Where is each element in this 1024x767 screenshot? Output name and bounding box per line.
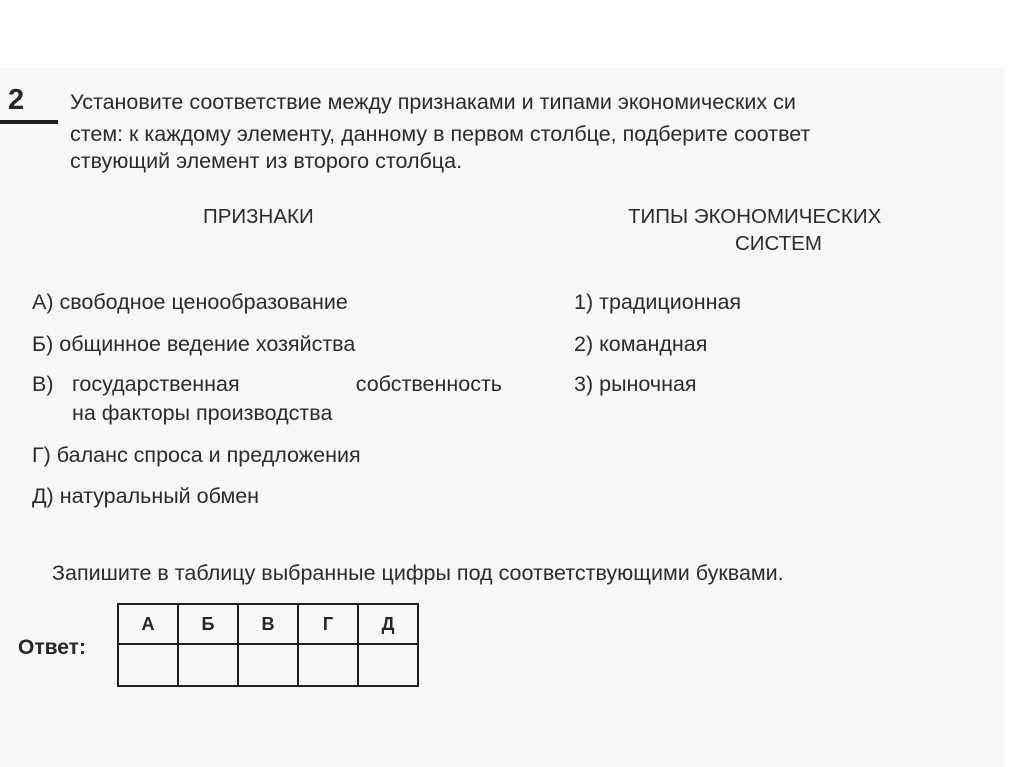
feature-item-b [32, 334, 355, 356]
answer-cell-b[interactable] [178, 644, 238, 686]
feature-item-v-line-2: на факторы производства [72, 401, 333, 425]
answer-table [117, 603, 419, 687]
answer-header-a: А [118, 604, 178, 644]
answer-value-row [118, 644, 418, 686]
feature-text: баланс спроса и предложения [56, 443, 361, 467]
answer-header-v: В [238, 604, 298, 644]
feature-text: свободное ценообразование [59, 290, 348, 314]
page-top-margin [0, 0, 1024, 68]
types-column-heading-line-1: ТИПЫ ЭКОНОМИЧЕСКИХ [628, 205, 882, 228]
answer-label: Ответ: [18, 636, 86, 659]
answer-header-b: Б [178, 604, 238, 644]
answer-cell-a[interactable] [118, 644, 178, 686]
answer-header-g: Г [298, 604, 358, 644]
type-item-2 [574, 334, 707, 356]
type-item-1 [574, 292, 741, 314]
feature-item-a [32, 292, 348, 314]
type-item-3 [574, 374, 697, 396]
task-prompt-line-2: стем: к каждому элементу, данному в первом столбце, подберите соответ [70, 122, 811, 146]
feature-item-g [32, 445, 361, 467]
task-number-underline [0, 120, 58, 124]
task-number: 2 [8, 84, 25, 116]
answer-header-d: Д [358, 604, 418, 644]
feature-letter: Б) [32, 332, 54, 356]
page-right-margin [1006, 68, 1024, 767]
feature-letter: А) [32, 290, 54, 314]
type-text: традиционная [599, 290, 742, 314]
answer-cell-d[interactable] [358, 644, 418, 686]
answer-cell-g[interactable] [298, 644, 358, 686]
task-prompt-line-3: ствующий элемент из второго столбца. [70, 149, 463, 173]
answer-cell-v[interactable] [238, 644, 298, 686]
task-prompt-line-1: Установите соответствие между признаками и типами экономических си [70, 90, 796, 114]
type-number: 3) [574, 372, 594, 396]
features-column-heading: ПРИЗНАКИ [203, 205, 314, 228]
type-number: 1) [574, 290, 594, 314]
feature-item-v-letter: В) [32, 372, 54, 396]
answer-instruction: Запишите в таблицу выбранные цифры под соответствующими буквами. [52, 561, 784, 585]
type-number: 2) [574, 332, 594, 356]
feature-item-d [32, 486, 259, 508]
feature-text-word: собственность [355, 372, 502, 396]
feature-letter: Д) [32, 484, 54, 508]
feature-item-v-line-1 [72, 374, 502, 396]
feature-text: общинное ведение хозяйства [59, 332, 356, 356]
feature-letter: Г) [32, 443, 51, 467]
answer-header-row [118, 604, 418, 644]
feature-text: натуральный обмен [59, 484, 260, 508]
feature-text-word: государственная [72, 372, 240, 396]
type-text: командная [599, 332, 708, 356]
types-column-heading-line-2: СИСТЕМ [735, 232, 822, 255]
type-text: рыночная [599, 372, 697, 396]
